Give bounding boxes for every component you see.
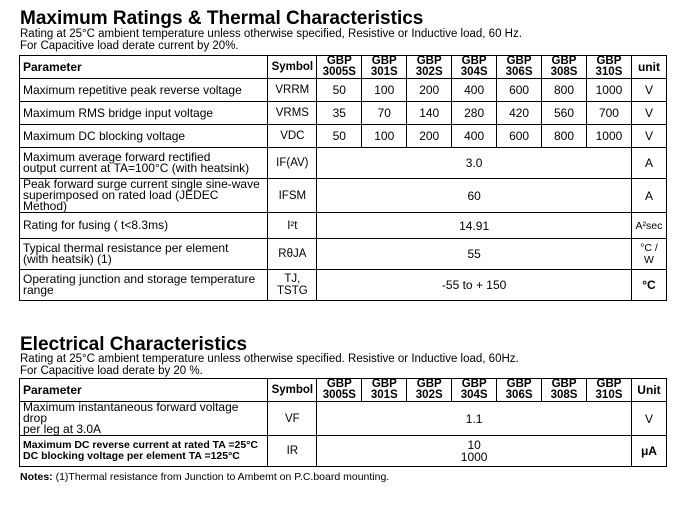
param-label: Maximum DC blocking voltage — [20, 125, 268, 148]
param-label — [20, 270, 268, 301]
header-parameter: Parameter — [20, 379, 268, 402]
param-line: superimposed on rated load (JEDEC Method) — [23, 188, 219, 213]
value-cell: 600 — [497, 125, 542, 148]
value-line: 1000 — [460, 450, 488, 464]
value-cell: 560 — [542, 102, 587, 125]
header-part: GBP 3005S — [317, 56, 362, 79]
table-header-row — [20, 56, 667, 79]
param-label — [20, 436, 268, 467]
value-cell: 100 — [362, 125, 407, 148]
header-part: GBP 301S — [362, 56, 407, 79]
value-cell: 140 — [407, 102, 452, 125]
notes-label: Notes: — [20, 471, 53, 483]
value-cell: 800 — [542, 125, 587, 148]
symbol-cell: IR — [268, 436, 317, 467]
max-ratings-table — [19, 55, 667, 301]
symbol-cell: VDC — [268, 125, 317, 148]
section1-derate-note: For Capacitive load derate current by 20%. — [20, 40, 239, 52]
param-line: Maximum instantaneous forward voltage drop — [23, 400, 239, 425]
table-row — [20, 402, 667, 436]
header-part: GBP 306S — [497, 56, 542, 79]
value-cell: 400 — [452, 79, 497, 102]
value-cell: 50 — [317, 125, 362, 148]
table-row — [20, 79, 667, 102]
value-cell: 420 — [497, 102, 542, 125]
value-cell: 200 — [407, 79, 452, 102]
param-label — [20, 402, 268, 436]
param-line: Maximum DC reverse current at rated TA =25°C — [23, 439, 258, 451]
value-cell: 35 — [317, 102, 362, 125]
unit-cell: °C — [631, 270, 666, 301]
param-line: range — [23, 283, 54, 297]
unit-cell: V — [631, 102, 666, 125]
header-symbol: Symbol — [268, 379, 317, 402]
header-part: GBP 3005S — [317, 379, 362, 402]
value-cell: 14.91 — [317, 213, 632, 239]
symbol-cell: RθJA — [268, 239, 317, 270]
header-part: GBP 306S — [497, 379, 542, 402]
value-cell: 400 — [452, 125, 497, 148]
section2-conditions: Rating at 25°C ambient temperature unless otherwise specified. Resistive or Inductive load, 60Hz. — [20, 353, 519, 365]
table-row — [20, 270, 667, 301]
symbol-cell: IF(AV) — [268, 148, 317, 179]
unit-cell: V — [631, 125, 666, 148]
value-cell: 1.1 — [317, 402, 632, 436]
header-symbol: Symbol — [268, 56, 317, 79]
section1-title: Maximum Ratings & Thermal Characteristics — [20, 8, 424, 29]
value-cell: 280 — [452, 102, 497, 125]
param-label — [20, 148, 268, 179]
table-header-row — [20, 379, 667, 402]
notes — [20, 471, 389, 483]
param-line: Operating junction and storage temperature — [23, 272, 256, 286]
param-line: output current at TA=100°C (with heatsink) — [23, 161, 250, 175]
value-cell: 1000 — [586, 79, 631, 102]
header-part: GBP 301S — [362, 379, 407, 402]
value-cell: 60 — [317, 179, 632, 213]
header-part: GBP 304S — [452, 56, 497, 79]
unit-cell: V — [631, 402, 666, 436]
param-label — [20, 239, 268, 270]
value-cell: 70 — [362, 102, 407, 125]
param-line: DC blocking voltage per element TA =125°C — [23, 450, 240, 462]
symbol-cell: VRMS — [268, 102, 317, 125]
value-cell: 700 — [586, 102, 631, 125]
symbol-cell: VF — [268, 402, 317, 436]
table-row — [20, 179, 667, 213]
param-line: Maximum average forward rectified — [23, 150, 211, 164]
table-row — [20, 239, 667, 270]
header-part: GBP 310S — [587, 379, 632, 402]
value-cell — [317, 436, 632, 467]
value-cell: 50 — [317, 79, 362, 102]
param-line: Peak forward surge current single sine-wave — [23, 177, 260, 191]
unit-cell: V — [631, 79, 666, 102]
param-label: Maximum RMS bridge input voltage — [20, 102, 268, 125]
param-label — [20, 179, 268, 213]
header-part: GBP 304S — [452, 379, 497, 402]
section2-title: Electrical Characteristics — [20, 334, 248, 355]
header-part: GBP 302S — [407, 56, 452, 79]
section2-derate-note: For Capacitive load derate by 20 %. — [20, 365, 203, 377]
header-part: GBP 310S — [586, 56, 631, 79]
header-parameter: Parameter — [20, 56, 268, 79]
header-part: GBP 302S — [407, 379, 452, 402]
param-label: Maximum repetitive peak reverse voltage — [20, 79, 268, 102]
section1-conditions: Rating at 25°C ambient temperature unless otherwise specified, Resistive or Inductive load, 60 Hz. — [20, 28, 522, 40]
unit-cell: A — [631, 148, 666, 179]
notes-text: (1)Thermal resistance from Junction to Ambemt on P.C.board mounting. — [52, 471, 390, 483]
value-cell: 800 — [542, 79, 587, 102]
value-cell: 600 — [497, 79, 542, 102]
electrical-table — [19, 378, 667, 467]
value-cell: 200 — [407, 125, 452, 148]
value-line: 10 — [467, 438, 481, 452]
value-cell: 3.0 — [317, 148, 632, 179]
table-row — [20, 213, 667, 239]
unit-cell: °C / W — [631, 239, 666, 270]
header-part: GBP 308S — [542, 56, 587, 79]
symbol-cell: I²t — [268, 213, 317, 239]
unit-cell: A²sec — [631, 213, 666, 239]
unit-cell: A — [631, 179, 666, 213]
symbol-cell: VRRM — [268, 79, 317, 102]
header-part: GBP 308S — [542, 379, 587, 402]
symbol-cell: TJ, TSTG — [268, 270, 317, 301]
param-line: per leg at 3.0A — [23, 422, 102, 436]
unit-cell: μA — [631, 436, 666, 467]
header-unit: unit — [631, 56, 666, 79]
table-row — [20, 102, 667, 125]
param-label: Rating for fusing ( t<8.3ms) — [20, 213, 268, 239]
value-cell: 1000 — [586, 125, 631, 148]
header-unit: Unit — [631, 379, 666, 402]
table-row — [20, 125, 667, 148]
table-row — [20, 436, 667, 467]
value-cell: 55 — [317, 239, 632, 270]
value-cell: -55 to + 150 — [317, 270, 632, 301]
param-line: Typical thermal resistance per element — [23, 241, 229, 255]
symbol-cell: IFSM — [268, 179, 317, 213]
value-cell: 100 — [362, 79, 407, 102]
param-line: (with heatsik) (1) — [23, 252, 112, 266]
table-row — [20, 148, 667, 179]
